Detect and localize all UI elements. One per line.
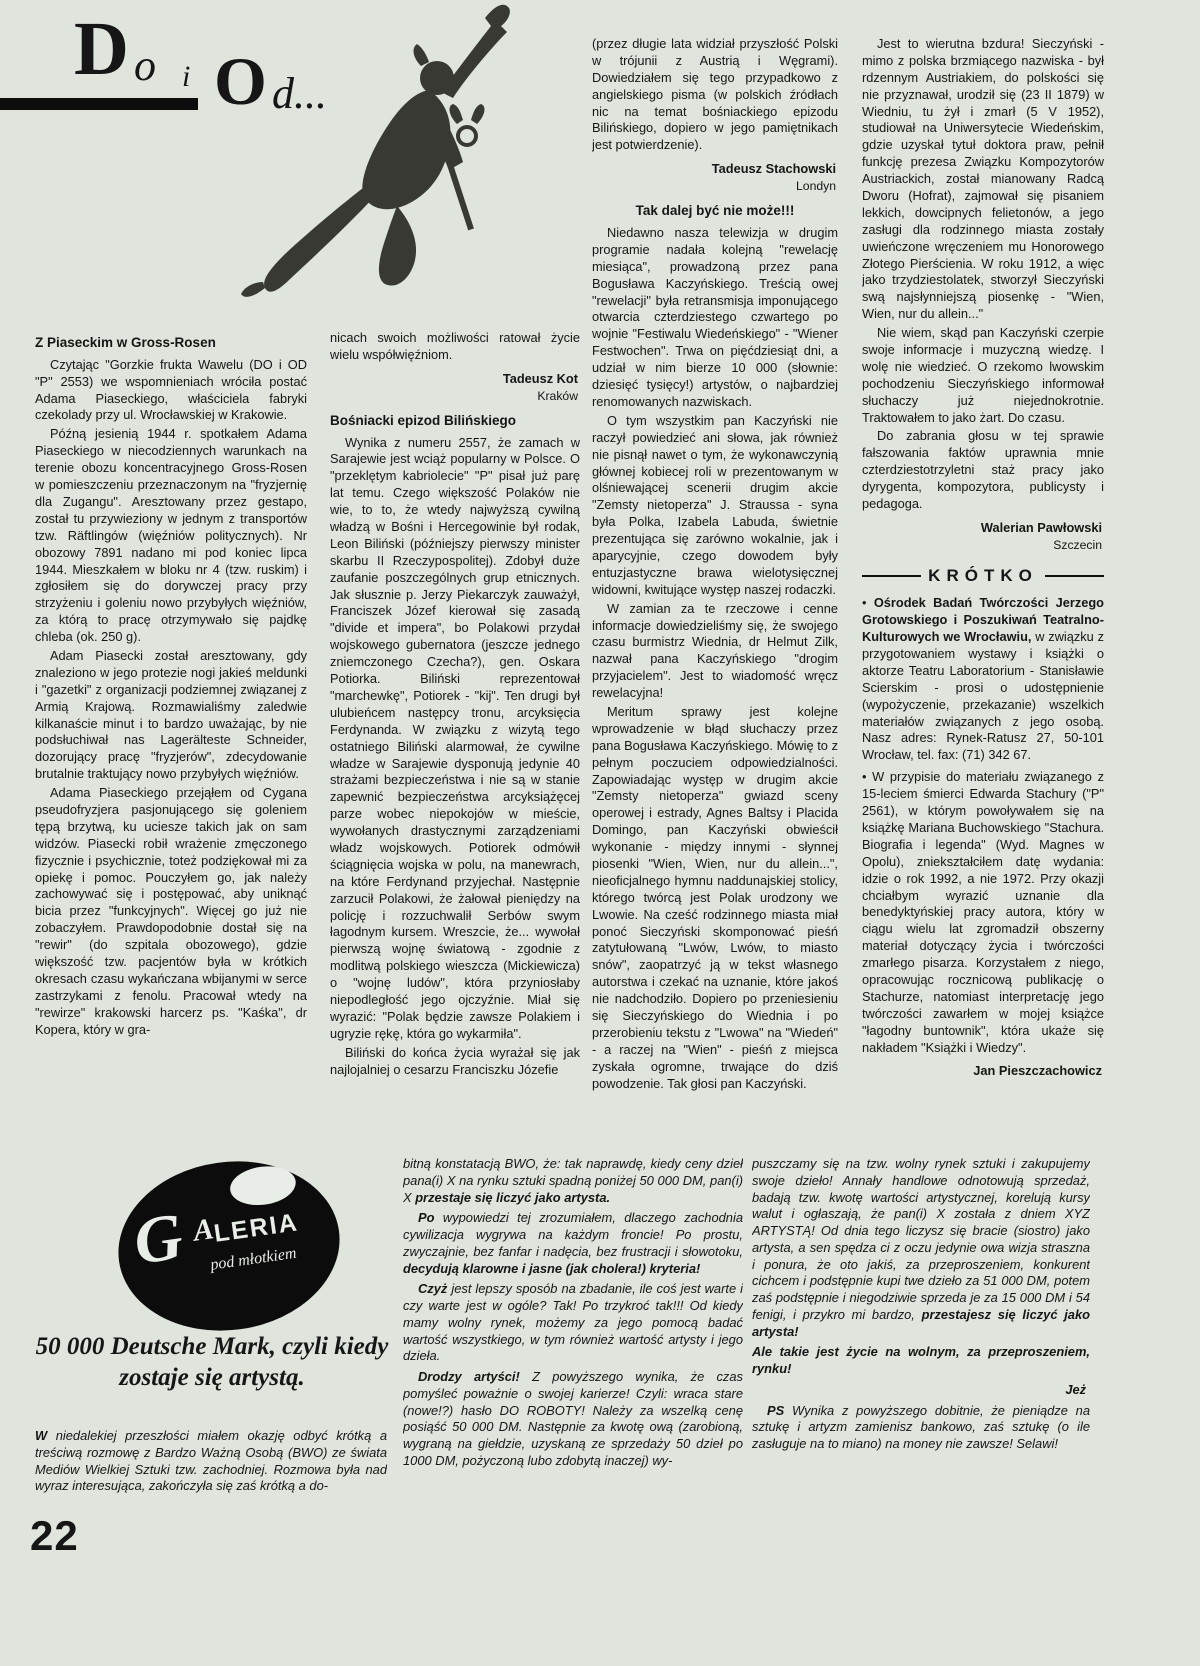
- masthead-letter: O: [214, 43, 267, 119]
- paragraph: Późną jesienią 1944 r. spotkałem Adama Piaseckiego w niecodziennych warunkach na terenie obozu koncentracyjnego Gross-Rosen w pomieszczeniu przeznaczonym na "fryzjernię dla Zugangu". Aresztowany przez gestapo, został tu przywieziony w jednym z transportów tzw. Räftlingów (więźniów politycznych). Nr obozowy 7891 nadano mi pod koniec lipca 1944. Mieszkałem w bloku nr 4 (tzw. ruskim) i zgłosiłem się do dorywczej pracy przy strzyżeniu i goleniu nowo przybyłych więźniów, za którą to pracę otrzymywało się pajdkę chleba (ok. 250 g).: [35, 426, 307, 645]
- krotko-label: KRÓTKO: [928, 565, 1038, 585]
- signature-block: [862, 1063, 1102, 1080]
- paragraph: Czytając "Gorzkie frukta Wawelu (DO i OD "P" 2553) we wspomnieniach wróciła postać Adama Piaseckiego, właściciela fabryki czekolady przy ul. Wrocławskiej w Krakowie.: [35, 356, 307, 423]
- article-title-bosniacki: Bośniacki epizod Bilińskiego: [330, 412, 517, 428]
- article-body: [862, 36, 1104, 513]
- masthead-letter: o: [134, 41, 156, 90]
- signature-name: Walerian Pawłowski: [980, 519, 1102, 535]
- article-title-piasecki: Z Piaseckim w Gross-Rosen: [35, 335, 216, 350]
- masthead-letter: d...: [272, 69, 327, 118]
- article-title-tak-dalej: Tak dalej być nie może!!!: [635, 203, 795, 219]
- paragraph: nicach swoich możliwości ratował życie wielu współwięźniom.: [330, 330, 580, 362]
- signature-name: Tadeusz Stachowski: [711, 161, 836, 177]
- paragraph: Biliński do końca życia wyrażał się jak najlojalniej o cesarzu Franciszku Józefie: [330, 1044, 580, 1077]
- signature-block: [592, 161, 836, 194]
- paragraph: puszczamy się na tzw. wolny rynek sztuki i zakupujemy swoje dzieło! Annały handlowe odnotowują sprzedaż, badają tzw. kwotę wartości artystycznej, korelują kursy walut i ogłaszają, że pan(i) X została z dniem XYZ ARTYSTĄ! Od dnia tego liczysz się bracie (siostro) jako artysta, a sen spędza ci z oczu jedynie owa wizja straszna i ponura, że oto jakiś, za przeproszeniem, konkurent cichcem i podstępnie kupi twe dzieło za 51 000 DM, potem zaś podstępnie i niegodziwie sprzeda je za 15 000 DM i 54 fenigi, i przykro mi bardzo, przestajesz się liczyć jako artysta!: [752, 1156, 1090, 1339]
- paragraph: PS Wynika z powyższego dobitnie, że pieniądze na sztukę i artyzm zamienisz bankowo, zaś sztukę (o ile zasługuje na to miano) na money nie zawsze! Selawi!: [752, 1402, 1090, 1452]
- logo-white-oval: [228, 1162, 299, 1209]
- masthead-letter: i: [182, 60, 191, 93]
- paragraph: Jest to wierutna bzdura! Sieczyński - mimo z polska brzmiącego nazwiska - był rdzennym Austriakiem, do polskości się nie przyznawał, urodził się (23 II 1879) w Wiedniu, tu żył i zmarł (5 V 1952), studiował na Uniwersytecie Wiedeńskim, gdzie uzyskał tytuł doktora praw, pełnił funkcję prezesa Związku Kompozytorów Austriackich, został mianowany Radcą Dworu (Hofrat), zajmował się pisaniem lekkich, dowcipnych felietonów, a jego zasługi dla rodzinnego miasta zostały uwieńczone wręczeniem mu Honorowego Złotego Pierścienia. W roku 1912, a więc jako trzydziestolatek, stworzył Sieczyński swą najsłynniejszą piosenkę - "Wien, Wien, nur du allein...": [862, 36, 1104, 322]
- signature-name: Jan Pieszczachowicz: [973, 1063, 1102, 1079]
- article-headline-50000-dm: 50 000 Deutsche Mark, czyli kiedy zostaje się artystą.: [35, 1333, 389, 1391]
- paragraph: W niedalekiej przeszłości miałem okazję odbyć krótką a treściwą rozmowę z Bardzo Ważną Osobą (BWO) ze świata Mediów Wielkiej Sztuki tzw. zachodniej. Rozmowa była nad wyraz interesująca, zakończyła się zaś krótką a do-: [35, 1428, 387, 1494]
- paragraph: • Ośrodek Badań Twórczości Jerzego Grotowskiego i Poszukiwań Teatralno-Kulturowych we Wrocławiu, w związku z przygotowaniem wystawy i książki o aktorze Teatru Laboratorium - Stanisławie Scierskim - prosi o udostępnienie (wypożyczenie, przekazanie) wszelkich materiałów związanych z jego osobą. Nasz adres: Rynek-Ratusz 27, 50-101 Wrocław, tel. fax: (71) 342 67.: [862, 595, 1104, 763]
- paragraph: Adama Piaseckiego przejąłem od Cygana pseudofryzjera pasjonującego się goleniem tępą brzytwą, ku uciesze takich jak on sam widzów. Piasecki robił wrażenie zmęczonego fizycznie i psychicznie, toteż podziękował mi za opiekę i pomoc. Pouczyłem go, jak należy zachowywać się i postępować, aby uniknąć bicia przez "funkcyjnych". Więcej go już nie zobaczyłem. Prawdopodobnie dostał się na "rewir" (do szpitala obozowego), gdzie większość tzw. pacjentów była w krótkich okresach czasu wykańczana wbijanymi w serce zastrzykami z fenolu. Pracował wtedy na "rewirze" krakowski harcerz ps. "Kaśka", dr Kopera, który w gra-: [35, 785, 307, 1037]
- article-body: [592, 225, 838, 1092]
- paragraph: Ale takie jest życie na wolnym, za przeproszeniem, rynku!: [752, 1344, 1090, 1377]
- logo-letter-a: A: [191, 1212, 216, 1248]
- signature-block: [752, 1382, 1086, 1399]
- section-header-do-i-od: [28, 7, 368, 144]
- paragraph: (przez długie lata widział przyszłość Polski w trójunii z Austrią i Węgrami). Dowiedziałem się tego przypadkowo z angielskiego pisma (w polskich źródłach nic na temat bośniackiego epizodu Bilińskiego, dopiero w jego pamiętnikach jest potwierdzenie).: [592, 36, 838, 153]
- masthead-underline-bar: [0, 98, 198, 110]
- signature-city: Kraków: [537, 388, 578, 403]
- article-body: [35, 357, 307, 1039]
- logo-letter-g: G: [129, 1199, 187, 1279]
- column-three: [592, 36, 838, 1146]
- signature-block: [862, 520, 1102, 553]
- article-right-column: [752, 1156, 1090, 1548]
- article-continuation: [330, 330, 580, 364]
- paragraph: Nie wiem, skąd pan Kaczyński czerpie swoje informacje i muzyczną wiedzę. I wolę nie wiedzieć. O rzekomo lwowskim pochodzeniu Sieczyńskiego informował słuchaczy już niejednokrotnie. Traktowałem to jako żart. Do czasu.: [862, 325, 1104, 425]
- paragraph: Po wypowiedzi tej zrozumiałem, dlaczego zachodnia cywilizacja wygrywa na każdym froncie! Po prostu, zwyczajnie, bez fanfar i nadęcia, bez frustracji i słowotoku, decydują klarowne i jasne (jak cholera!) kryteria!: [403, 1210, 743, 1276]
- galeria-pod-mlotkiem-logo: [118, 1162, 340, 1330]
- paragraph: bitną konstatacją BWO, że: tak naprawdę, kiedy ceny dzieł pana(i) X na rynku sztuki spadną poniżej 50 000 DM, pan(i) X przestaje się liczyć jako artysta.: [403, 1156, 743, 1205]
- logo-subtitle: pod młotkiem: [209, 1244, 298, 1274]
- rule-right: [1045, 575, 1104, 578]
- logo-text-leria: LERIA: [212, 1208, 301, 1248]
- paragraph: W zamian za te rzeczowe i cenne informacje dowiedzieliśmy się, że swojego czasu burmistrz Wiednia, dr Helmut Zilk, nazwał pana Kaczyńskiego "drogim przyjacielem". Jest to wiadomość wręcz rewelacyjna!: [592, 600, 838, 701]
- krotko-items: [862, 595, 1104, 1056]
- article-intro-column: [35, 1428, 387, 1538]
- paragraph: Czyż jest lepszy sposób na zbadanie, ile coś jest warte i czy warte jest w ogóle? Tak! Po trzykroć tak!!! Od kiedy mamy wolny rynek, możemy za jego pomocą badać wartość wszystkiego, w tym również wartość artysty i jego dzieła.: [403, 1281, 743, 1364]
- column-four: [862, 36, 1104, 1146]
- article-body: [752, 1156, 1090, 1378]
- masthead-letter: D: [74, 7, 129, 91]
- section-title-krotko: [862, 565, 1104, 587]
- paragraph: Wynika z numeru 2557, że zamach w Sarajewie jest wciąż popularny w Polsce. O "przeklętym kabriolecie" "P" pisał już parę lat temu. Czego większość Polaków nie wie, to to, że wtedy najwyższą cywilną władzą w Bośni i Hercegowinie był rodak, Leon Biliński (późniejszy pierwszy minister skarbu II Rzeczypospolitej). Zdobył duże zaufanie poszczególnych grup etnicznych. Jak słusznie p. Jerzy Piekarczyk zauważył, Franciszek Józef kierował się zasadą "divide et impera", bo Polakowi przydał wojskowego gubernatora (jeszcze jednego zniemczonego Czecha?), gen. Oskara Potiorka. Biliński reprezentował "marchewkę", Potiorek - "kij". Ten drugi był ulubieńcem następcy tronu, arcyksięcia Ferdynanda. W związku z wizytą tego ostatniego Biliński alarmował, że cywilne władze w Sarajewie dysponują jedynie 40 strażami bezpieczeństwa i nie są w stanie zapewnić bezpieczeństwa arcyksiążęcej parze wobec niepokojów w mieście, wywołanych drastycznymi zarządzeniami władz wojskowych. Potiorek odmówił ściągnięcia wojska w polu, na manewrach, na które Ferdynand przyjechał. Następnie zarzucił Polakowi, że żałował pieniędzy na policję i rozzuchwalił Serbów swym łagodnym kursem. Wreszcie, że... wywołał pierwszą wojnę światową - zgodnie z modlitwą polskiego wieszcza (Mickiewicza) o "wojnę ludów", która przyniosłaby niepodległość jego ojczyźnie. Miał się wyrazić: "Polak będzie zawsze Polakiem i ugryzie rękę, która go wykarmiła".: [330, 434, 580, 1041]
- rule-left: [862, 575, 921, 578]
- paragraph: O tym wszystkim pan Kaczyński nie raczył powiedzieć ani słowa, jak również nie pisnął nawet o tym, że wykonawczynią głównej kobiecej roli w prezentowanym w olśniewającej scenerii drugim akcie "Zemsty nietoperza" J. Straussa - syna była Polka, Izabela Labuda, świetnie prezentująca się zarówno wokalnie, jak i aparycyjnie, czego dowodem były entuzjastyczne brawa wielotysięcznej widowni, kwitujące występ naszej rodaczki.: [592, 412, 838, 597]
- signature-name: Tadeusz Kot: [502, 370, 578, 386]
- article-piasecki-column: [35, 326, 307, 1146]
- signature-city: Szczecin: [1053, 537, 1102, 552]
- paragraph: Meritum sprawy jest kolejne wprowadzenie w błąd słuchaczy przez pana Bogusława Kaczyńskiego. Mówię to z pełnym poczuciem odpowiedzialności. Zapowiadając występ w drugim akcie "Zemsty nietoperza" gwiazd sceny operowej i estrady, Agnes Baltsy i Placida Domingo, pan Kaczyński obwieścił wykonanie - między innymi - słynnej piosenki "Wien, Wien, nur du allein...", nieoficjalnego hymnu naddunajskiej stolicy, którego twórcą jest Polak urodzony we Lwowie. Na cześć rodzinnego miasta miał ponoć Sieczyński skomponować pieśń zatytułowaną "Lwów, Lwów, to miasto snów", zaopatrzyć ją w tekst własnego autorstwa i czekać na uznanie, które jakoś nie nadchodziło. Dopiero po przeniesieniu się Sieczyńskiego do Wiednia i po przerobieniu tekstu z "Lwowa" na "Wiedeń" - a raczej na "Wien" - pieśń z miejsca zyskała ogromne, trwające do dziś powodzenie. Tak głosi pan Kaczyński.: [592, 703, 838, 1091]
- article-middle-column: [403, 1156, 743, 1548]
- signature-city: Londyn: [796, 179, 836, 194]
- signature-name: Jeż: [1065, 1381, 1086, 1397]
- paragraph: • W przypisie do materiału związanego z 15-leciem śmierci Edwarda Stachury ("P" 2561), w którym powoływałem się na książkę Mariana Buchowskiego "Stachura. Biografia i legenda" (Wyd. Magnes w Opolu), zniekształciłem datę wydania: idzie o rok 1992, a nie 1972. Przy okazji chciałbym wyrazić uznanie dla benedyktyńskiej pracy autora, który w ciągu wielu lat zgromadził obszerny materiał dotyczący życia i twórczości zmarłego pisarza. Korzystałem z niego, opracowując rocznicową publikację o Stachurze, natomiast interpretację jego twórczości zawarłem w mojej książce "łagodny buntownik", która ukaże się nakładem "Książki i Wiedzy".: [862, 769, 1104, 1055]
- page-number: 22: [30, 1512, 79, 1559]
- postscript: [752, 1403, 1090, 1453]
- article-body: [330, 435, 580, 1079]
- paragraph: Adam Piasecki został aresztowany, gdy znaleziono w jego protezie nogi jakieś meldunki i "gazetki" z organizacji podziemnej związanej z Armią Krajową. Rozmawialiśmy zaledwie kilkanaście minut i to bardzo uważając, by nie podsłuchiwał nas Lagerälteste Schneider, dozorujący pracę "fryzjerów", zdecydowanie brutalnie traktujący nowo przybyłych więźniów.: [35, 647, 307, 782]
- paragraph: Do zabrania głosu w tej sprawie fałszowania faktów uprawnia mnie czterdziestotrzyletni staż pracy jako dyrygenta, kompozytora, publicysty i pedagoga.: [862, 428, 1104, 512]
- signature-block: [330, 371, 578, 404]
- paragraph: Niedawno nasza telewizja w drugim programie nadała kolejną "rewelację miesiąca", prowadzoną przez pana Bogusława Kaczyńskiego. Treścią owej "rewelacji" była retransmisja imponującego otwarcia czterdziestego czwartego po wojnie "Festiwalu Wiedeńskiego" - "Wiener Festwochen". Trwa on pięćdziesiąt dni, a udział w nim bierze 10 000 (słownie: dziesięć tysięcy!) artystów, o najbardziej renomowanych nazwiskach.: [592, 225, 838, 409]
- paragraph: Drodzy artyści! Z powyższego wynika, że czas pomyśleć poważnie o swojej karierze! Czyli: wraca stare (nowe!?) hasło DO ROBOTY! Należy za wszelką cenę posiąść 50 000 DM. Następnie za kwotę ową (zarobioną, wygraną na giełdzie, uzyskaną ze sprzedaży 50 dzieł po 1000 DM, pożyczoną lubo zdobytą inaczej) wy-: [403, 1369, 743, 1469]
- logo-black-ellipse: [107, 1147, 350, 1344]
- article-continuation: [592, 36, 838, 154]
- column-two: [330, 330, 580, 1146]
